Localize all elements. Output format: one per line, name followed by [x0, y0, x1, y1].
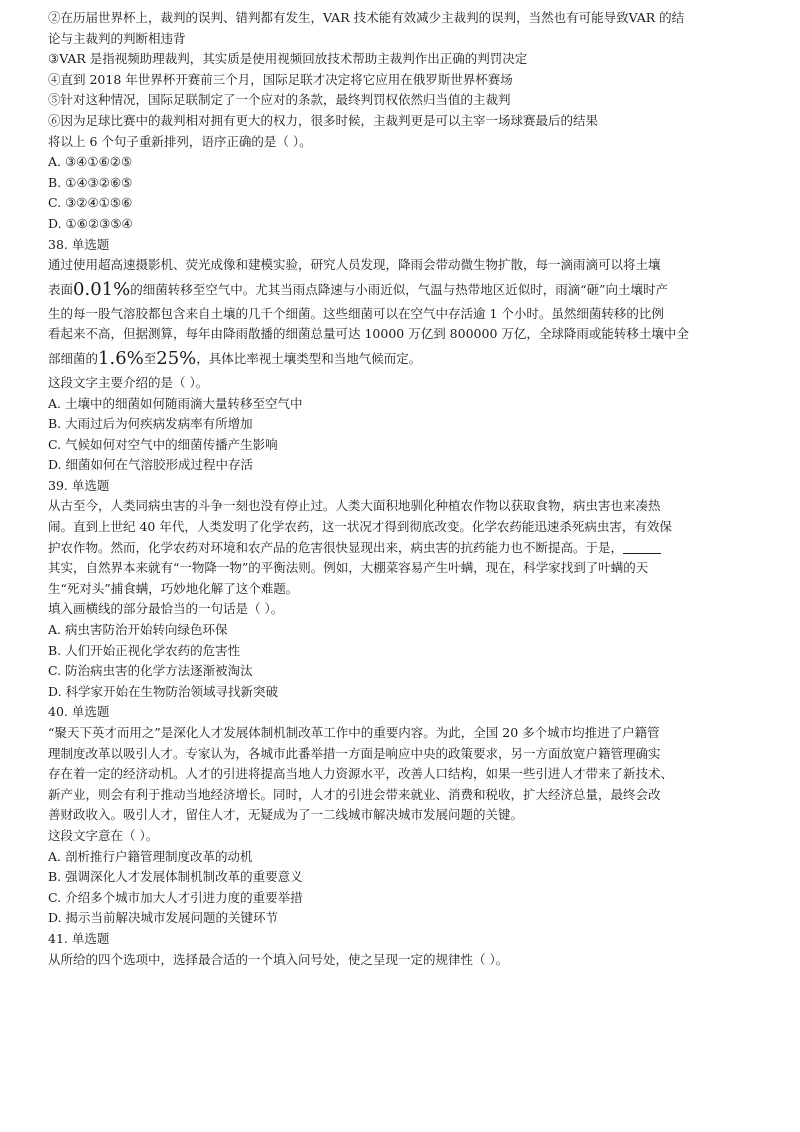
passage-38-line-3: 生的每一股气溶胶都包含来自土壤的几千个细菌。这些细菌可以在空气中存活逾 1 个小时。虽然细菌转移的比例	[48, 305, 664, 321]
question-40-prompt: 这段文字意在（ ）。	[48, 827, 159, 843]
option-a[interactable]: A. 病虫害防治开始转向绿色环保	[48, 622, 228, 638]
option-d[interactable]: D. 揭示当前解决城市发展问题的关键环节	[48, 910, 279, 926]
question-38-prompt: 这段文字主要介绍的是（ ）。	[48, 374, 209, 390]
question-41-header: 41. 单选题	[48, 930, 110, 946]
passage-40-line-1: “聚天下英才而用之”是深化人才发展体制机制改革工作中的重要内容。为此，全国 20 多个城市均推进了户籍管	[48, 725, 660, 740]
option-d[interactable]: D. 细菌如何在气溶胶形成过程中存活	[48, 457, 254, 473]
passage-39-line-2: 闹。直到上世纪 40 年代，人类发明了化学农药，这一状况才得到彻底改变。化学农药能迅速杀死病虫害，有效保	[48, 519, 672, 535]
option-c[interactable]: C. ③②④①⑤⑥	[48, 195, 133, 211]
passage-38-text: ，具体比率视土壤类型和当地气候而定。	[196, 350, 422, 366]
passage-40-line-3: 存在着一定的经济动机。人才的引进将提高当地人力资源水平，改善人口结构，如果一些引进人才带来了新技术、	[48, 766, 674, 782]
question-38-block	[48, 235, 756, 476]
question-37-block	[48, 8, 756, 235]
passage-38-text: 表面	[48, 281, 74, 297]
option-c[interactable]: C. 介绍多个城市加大人才引进力度的重要举措	[48, 889, 303, 905]
question-41-prompt: 从所给的四个选项中，选择最合适的一个填入问号处，使之呈现一定的规律性（ ）。	[48, 951, 509, 967]
math-formula: 25%	[156, 347, 197, 369]
passage-39-line-4: 其实，自然界本来就有“一物降一物”的平衡法则。例如，大棚菜容易产生叶螨，现在，科学家找到了叶螨的天	[48, 560, 649, 576]
sentence-3: ③VAR 是指视频助理裁判，其实质是使用视频回放技术帮助主裁判作出正确的判罚决定	[48, 51, 528, 67]
question-39-header: 39. 单选题	[48, 477, 110, 493]
passage-38-text: 的细菌转移至空气中。尤其当雨点降速与小雨近似，气温与热带地区近似时，雨滴“砸”向土壤时产	[130, 281, 668, 297]
passage-38-text: 至	[143, 350, 157, 366]
question-37-prompt: 将以上 6 个句子重新排列，语序正确的是（ ）。	[48, 133, 312, 149]
passage-40-line-5: 善财政收入。吸引人才，留住人才，无疑成为了一二线城市解决城市发展问题的关键。	[48, 807, 524, 823]
fill-blank	[623, 540, 661, 554]
option-c[interactable]: C. 气候如何对空气中的细菌传播产生影响	[48, 436, 278, 452]
question-39-prompt: 填入画横线的部分最恰当的一句话是（ ）。	[48, 601, 284, 617]
passage-38-line-2	[48, 276, 756, 304]
passage-39-line-1: 从古至今，人类同病虫害的斗争一刻也没有停止过。人类大面积地驯化种植农作物以获取食物，病虫害也来凑热	[48, 498, 661, 514]
option-d[interactable]: D. ①⑥②③⑤④	[48, 215, 133, 231]
sentence-2-line-2: 论与主裁判的判断相违背	[48, 30, 186, 46]
sentence-2-line-1: ②在历届世界杯上，裁判的误判、错判都有发生，VAR 技术能有效减少主裁判的误判，当然也有可能导致VAR 的结	[48, 10, 685, 25]
passage-40-line-4: 新产业，则会有利于推动当地经济增长。同时，人才的引进会带来就业、消费和税收，扩大经济总量，最终会改	[48, 786, 661, 802]
question-40-header: 40. 单选题	[48, 704, 110, 720]
option-a[interactable]: A. ③④①⑥②⑤	[48, 154, 133, 170]
passage-38-line-4: 看起来不高，但据测算，每年由降雨散播的细菌总量可达 10000 万亿到 800000 万亿，全球降雨或能转移土壤中全	[48, 326, 689, 342]
question-40-block	[48, 702, 756, 929]
sentence-5: ⑤针对这种情况，国际足联制定了一个应对的条款，最终判罚权依然归当值的主裁判	[48, 92, 511, 108]
passage-38-line-5	[48, 345, 756, 373]
passage-38-line-1: 通过使用超高速摄影机、荧光成像和建模实验，研究人员发现，降雨会带动微生物扩散，每一滴雨滴可以将土壤	[48, 257, 661, 273]
question-41-block	[48, 929, 756, 970]
passage-40-line-2: 理制度改革以吸引人才。专家认为，各城市此番举措一方面是响应中央的政策要求，另一方面放宽户籍管理确实	[48, 745, 661, 761]
passage-39-line-5: 生“死对头”捕食螨，巧妙地化解了这个难题。	[48, 580, 299, 596]
passage-39-line-3	[48, 538, 756, 559]
math-formula: 1.6%	[98, 347, 144, 369]
question-39-block	[48, 476, 756, 703]
option-a[interactable]: A. 剖析推行户籍管理制度改革的动机	[48, 848, 253, 864]
option-d[interactable]: D. 科学家开始在生物防治领域寻找新突破	[48, 683, 279, 699]
math-formula: 0.01%	[73, 278, 131, 300]
option-b[interactable]: B. ①④③②⑥⑤	[48, 174, 133, 190]
sentence-4: ④直到 2018 年世界杯开赛前三个月，国际足联才决定将它应用在俄罗斯世界杯赛场	[48, 71, 513, 87]
option-c[interactable]: C. 防治病虫害的化学方法逐渐被淘汰	[48, 663, 253, 679]
option-b[interactable]: B. 人们开始正视化学农药的危害性	[48, 642, 241, 658]
sentence-6: ⑥因为足球比赛中的裁判相对拥有更大的权力，很多时候，主裁判更是可以主宰一场球赛最后的结果	[48, 112, 599, 128]
option-a[interactable]: A. 土壤中的细菌如何随雨滴大量转移至空气中	[48, 395, 303, 411]
option-b[interactable]: B. 强调深化人才发展体制机制改革的重要意义	[48, 869, 303, 885]
passage-39-text: 护农作物。然而，化学农药对环境和农产品的危害很快显现出来，病虫害的抗药能力也不断提高。于是，	[48, 539, 624, 555]
passage-38-text: 部细菌的	[48, 350, 99, 366]
option-b[interactable]: B. 大雨过后为何疾病发病率有所增加	[48, 416, 253, 432]
question-38-header: 38. 单选题	[48, 236, 110, 252]
